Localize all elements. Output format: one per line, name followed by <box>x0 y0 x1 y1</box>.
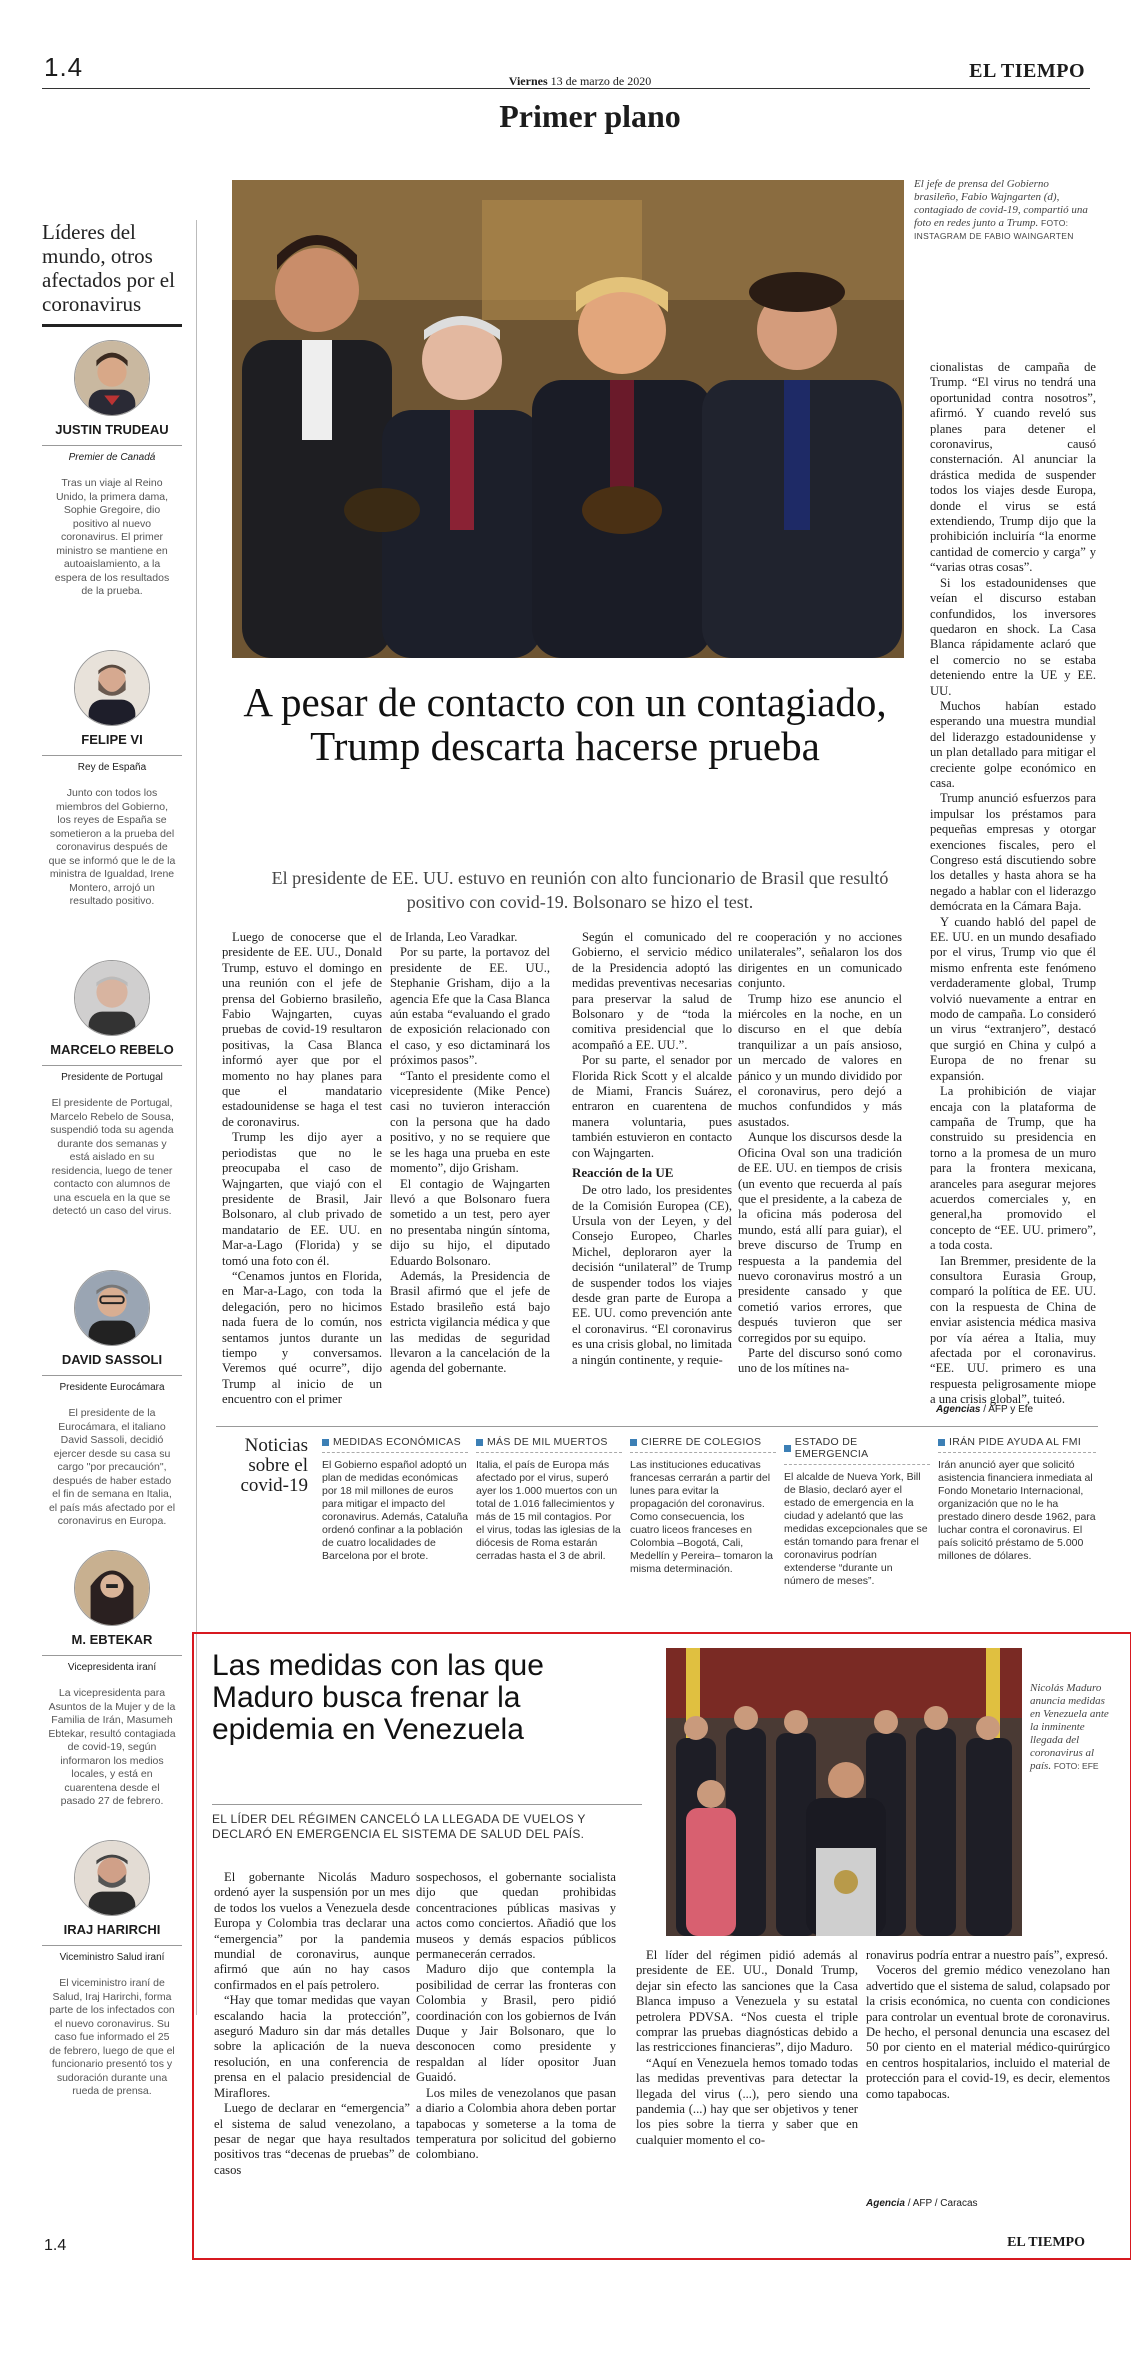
paragraph: Si los estadounidenses que veían el discurso estaban confundidos, los inversores quedaron en shock. La Casa Blanca rápidamente aclaró que el comercio no se estaba deteniendo entre la UE y EE. UU. <box>930 575 1096 698</box>
avatar <box>74 1550 150 1626</box>
sidebar-title-rule <box>42 324 182 327</box>
footer-brand: EL TIEMPO <box>1007 2235 1085 2250</box>
portrait-icon <box>75 650 149 726</box>
person-card <box>42 1550 182 1809</box>
news-brief-title: IRÁN PIDE AYUDA AL FMI <box>949 1436 1082 1448</box>
caption-text: Nicolás Maduro anuncia medidas en Venezuela ante la inminente llegada del coronavirus al país. <box>1030 1682 1109 1772</box>
portrait-icon <box>75 960 149 1036</box>
main-subhead: El presidente de EE. UU. estuvo en reunión con alto funcionario de Brasil que resultó positivo con covid-19. Bolsonaro se hizo el test. <box>271 868 889 912</box>
person-description: El presidente de Portugal, Marcelo Rebelo de Sousa, suspendió toda su agenda durante dos semanas y está aislado en su residencia, luego de tener contacto con alumnos de una escuela en la que se detectó un caso del virus. <box>50 1097 174 1217</box>
news-brief-header <box>938 1436 1096 1453</box>
person-description: El viceministro iraní de Salud, Iraj Harirchi, forma parte de los infectados con el nuevo coronavirus. Su caso fue informado el 25 de febrero, luego de que el funcionario presentó tos y sudoración durante una rueda de prensa. <box>49 1977 175 2097</box>
person-role: Vicepresidenta iraní <box>42 1655 182 1673</box>
person-card <box>42 1270 182 1529</box>
article-column-4 <box>738 930 902 1377</box>
article-column-2 <box>390 930 550 1377</box>
photo-caption <box>914 178 1092 243</box>
avatar <box>74 340 150 416</box>
venezuela-subhead-rule <box>212 1804 642 1805</box>
paragraph: Voceros del gremio médico venezolano han advertido que el sistema de salud, colapsado por la crisis económica, no cuenta con condiciones para controlar un eventual brote de coronavirus. De hecho, el personal denuncia una escasez del 50 por ciento en el material médico-quirúrgico en centros hospitalarios, incluido el material de protección para el covid-19, es decir, elementos como tapabocas. <box>866 1963 1110 2101</box>
news-brief-body: Italia, el país de Europa más afectado por el virus, superó ayer los 1.000 muertos con un total de 1.016 fallecimientos y más de 15 mil contagios. Por el virus, todas las iglesias de la diócesis de Roma estarán cerradas hasta el 3 de abril. <box>476 1459 621 1562</box>
agency-source: / AFP y Efe <box>983 1404 1034 1415</box>
news-brief-title: MÁS DE MIL MUERTOS <box>487 1436 608 1448</box>
news-brief <box>938 1436 1096 1563</box>
paragraph: Además, la Presidencia de Brasil afirmó que el jefe de Estado brasileño está bajo estricta vigilancia médica y que las medidas de seguridad llevaron a la cancelación de la agenda del gobernante. <box>390 1268 550 1376</box>
main-headline: A pesar de contacto con un contagiado, Trump descarta hacerse prueba <box>243 679 887 769</box>
news-brief <box>322 1436 468 1563</box>
news-brief-body: El alcalde de Nueva York, Bill de Blasio, declaró ayer el estado de emergencia en la ciudad y adelantó que las medidas excepcionales que se están tomando para frenar el coronavirus podrían extenderse “durante un número de meses”. <box>784 1471 928 1587</box>
news-brief-body: Las instituciones educativas francesas cerrarán a partir del lunes para evitar la propagación del coronavirus. Como consecuencia, los cuatro liceos franceses en Colombia –Bogotá, Cali, Medellín y Pereira– tomaron la misma determinación. <box>630 1459 773 1575</box>
photo-credit: FOTO: INSTAGRAM DE FABIO WAINGARTEN <box>914 218 1074 241</box>
subheading: Reacción de la UE <box>572 1165 674 1181</box>
paragraph: De otro lado, los presidentes de la Comisión Europea (CE), Ursula von der Leyen, y del Consejo Europeo, Charles Michel, deploraron ayer la decisión “unilateral” de Trump de suspender todos los viajes desde gran parte de Europa a EE. UU. como prevención ante el coronavirus. “El coronavirus es una crisis global, no limitada a ningún continente, y requie- <box>572 1183 732 1367</box>
paragraph: “Hay que tomar medidas que vayan escalando hacia la protección”, aseguró Maduro sin dar más detalles sobre la aplicación de la nueva resolución, en una conferencia de prensa en el palacio presidencial de Miraflores. <box>214 1993 410 2100</box>
venezuela-headline: Las medidas con las que Maduro busca frenar la epidemia en Venezuela <box>212 1649 544 1746</box>
group-photo-illustration <box>232 180 904 658</box>
person-name: M. EBTEKAR <box>71 1632 153 1647</box>
paragraph: sospechosos, el gobernante socialista dijo que quedan prohibidas concentraciones públicas masivas y actos como conciertos. Añadió que los museos y demás espacios públicos permanecerán cerrados. <box>416 1870 616 1962</box>
paragraph: cionalistas de campaña de Trump. “El virus no tendrá una oportunidad contra nosotros”, afirmó. Y cuando reveló sus planes para detener el coronavirus, causó consternación. Al anunciar la drástica medida de suspender todos los viajes desde Europa, donde el virus se está extendiendo, Trump dijo que la prohibición incluiría “la enorme cantidad de comercio y carga” y “varias otras cosas”. <box>930 360 1096 575</box>
person-name: MARCELO REBELO <box>50 1042 174 1057</box>
venezuela-column-4 <box>866 1948 1110 2102</box>
news-brief-header <box>784 1436 930 1465</box>
article-column-right <box>930 360 1096 1408</box>
paragraph: “Cenamos juntos en Florida, en Mar-a-Lago, con toda la delegación, pero no hicimos nada fuera de lo común, nos sentamos juntos durante un tiempo y conversamos. Veremos qué ocurre”, dijo Trump al inicio de un encuentro con el primer <box>222 1268 382 1407</box>
paragraph: “Aquí en Venezuela hemos tomado todas las medidas preventivas para detectar la llegada del virus (...), pero siendo una pandemia (...) hay que ser objetivos y tener los pies sobre la tierra y saber que en cualquier momento el co- <box>636 2055 858 2147</box>
news-brief <box>630 1436 776 1576</box>
portrait-icon <box>75 1550 149 1626</box>
square-bullet-icon <box>938 1439 945 1446</box>
avatar <box>74 1840 150 1916</box>
avatar <box>74 650 150 726</box>
agency-source: / AFP / Caracas <box>907 2198 978 2209</box>
news-brief-body: Irán anunció ayer que solicitó asistencia financiera inmediata al Fondo Monetario Internacional, organización que no le ha prestado dinero desde 1962, para luchar contra el coronavirus. El país solicitó préstamo de 5.000 millones de dólares. <box>938 1459 1096 1562</box>
paragraph: Trump hizo ese anuncio el miércoles en la noche, en un discurso en el que debía tranquilizar a un país ansioso, un mercado de valores en pánico y un mundo dividido por el coronavirus, pero dejó a muchos confundidos y más asustados. <box>738 991 902 1129</box>
person-role: Premier de Canadá <box>42 445 182 463</box>
paragraph: Ian Bremmer, presidente de la consultora Eurasia Group, comparó la política de EE. UU. con la respuesta de China de enviar asistencia médica masiva por vía aérea a Italia, muy afectada por el coronavirus. “EE. UU. primero es una respuesta peligrosamente miope a una crisis global”, tuiteó. <box>930 1253 1096 1407</box>
paragraph: Luego de conocerse que el presidente de EE. UU., Donald Trump, estuvo el domingo en una reunión con el jefe de prensa del Gobierno brasileño, Fabio Wajngarten, cuyas pruebas de covid-19 resultaron positivas, la Casa Blanca informó ayer que por el momento no hay planes para que el mandatario estadounidense se haga el test de coronavirus. <box>222 930 382 1129</box>
agency-label: Agencias <box>936 1404 981 1415</box>
news-brief <box>784 1436 930 1588</box>
paragraph: Luego de declarar en “emergencia” el sistema de salud venezolano, a pesar de negar que haya resultados positivos tras “decenas de pruebas” de casos <box>214 2101 410 2177</box>
news-brief-header <box>630 1436 776 1453</box>
person-name: DAVID SASSOLI <box>61 1352 163 1367</box>
person-card <box>42 1840 182 2099</box>
caption-text: El jefe de prensa del Gobierno brasileño, Fabio Wajngarten (d), contagiado de covid-19, compartió una foto en redes junto a Trump. <box>914 178 1088 229</box>
person-name: JUSTIN TRUDEAU <box>55 422 169 437</box>
venezuela-subhead: EL LÍDER DEL RÉGIMEN CANCELÓ LA LLEGADA DE VUELOS Y DECLARÓ EN EMERGENCIA EL SISTEMA DE SALUD DEL PAÍS. <box>212 1812 586 1841</box>
news-strip-divider <box>216 1426 1098 1427</box>
person-card <box>42 650 182 909</box>
paragraph: ronavirus podría entrar a nuestro país”, expresó. <box>866 1948 1108 1962</box>
section-title: Primer plano <box>499 98 681 134</box>
paragraph: “Tanto el presidente como el vicepresidente (Mike Pence) casi no tuvieron interacción con la persona que ha dado positivo, y no se requiere que se les haga una prueba en este momento”, dijo Grisham. <box>390 1068 550 1176</box>
paragraph: El contagio de Wajngarten llevó a que Bolsonaro fuera sometido a un test, pero ayer no presentaba ningún síntoma, dijo su hijo, el diputado Eduardo Bolsonaro. <box>390 1176 550 1268</box>
news-brief-title: MEDIDAS ECONÓMICAS <box>333 1436 461 1448</box>
paragraph: Trump anunció esfuerzos para impulsar los préstamos para pequeñas empresas y otorgar exenciones fiscales, pero el Congreso está discutiendo sobre los detalles y hasta ahora se ha negado a hablar con el liderazgo demócrata en la Cámara Baja. <box>930 791 1096 914</box>
news-strip-title: Noticias sobre el covid-19 <box>240 1435 308 1496</box>
person-name: FELIPE VI <box>81 732 143 747</box>
person-role: Viceministro Salud iraní <box>42 1945 182 1963</box>
person-description: La vicepresidenta para Asuntos de la Mujer y de la Familia de Irán, Masumeh Ebtekar, resultó contagiada de covid-19, según informaron los medios locales, y está en cuarentena desde el pasado 27 de febrero. <box>48 1687 176 1807</box>
paragraph: El gobernante Nicolás Maduro ordenó ayer la suspensión por un mes de todos los vuelos a Venezuela desde Europa y Colombia tras declarar una “emergencia” por la pandemia mundial de coronavirus, aunque afirmó que aún no hay casos confirmados en el país petrolero. <box>214 1870 410 1992</box>
news-brief-body: El Gobierno español adoptó un plan de medidas económicas por 18 mil millones de euros para mitigar el impacto del coronavirus. Además, Cataluña ordenó confinar a la población de cuatro localidades de Barcelona por el brote. <box>322 1459 468 1562</box>
paragraph: Maduro dijo que contempla la posibilidad de cerrar las fronteras con Colombia y Brasil, pero pidió coordinación con los gobiernos de Iván Duque y Jair Bolsonaro, que lo desconocen como presidente y respaldan al líder opositor Juan Guaidó. <box>416 1962 616 2085</box>
agency-credit <box>936 1404 1096 1415</box>
avatar <box>74 1270 150 1346</box>
paragraph: Muchos habían estado esperando una muestra mundial del liderazgo estadounidense y un plan detallado para mitigar el creciente golpe económico en casa. <box>930 698 1096 790</box>
dateline <box>430 74 730 89</box>
venezuela-column-3 <box>636 1948 858 2148</box>
person-role: Rey de España <box>42 755 182 773</box>
square-bullet-icon <box>322 1439 329 1446</box>
venezuela-photo <box>666 1648 1022 1936</box>
article-column-1 <box>222 930 382 1408</box>
person-role: Presidente Eurocámara <box>42 1375 182 1393</box>
paragraph: Y cuando habló del papel de EE. UU. en un mundo desafiado por el virus, Trump vio que él mismo enfrenta este fenómeno verdaderamente global, Trump volvió nuevamente a entrar en modo de campaña. Lo consideró un virus “extranjero”, destacó que surgió en China y culpó a Europa de no frenar su expansión. <box>930 914 1096 1083</box>
paragraph: Trump les dijo ayer a periodistas que no le preocupaba el caso de Wajngarten, que viajó con el presidente de Brasil, Jair Bolsonaro, al club privado de mandatario de EE. UU. en Mar-a-Lago (Florida) y se tomó una foto con él. <box>222 1130 382 1268</box>
person-card <box>42 960 182 1219</box>
venezuela-photo-caption <box>1030 1682 1112 1773</box>
paragraph: El líder del régimen pidió además al presidente de EE. UU., Donald Trump, dejar sin efecto las sanciones que la Casa Blanca impuso a Venezuela y su estatal petrolera PDVSA. “Nos cuesta el triple comprar las pruebas diagnósticas debido a las restricciones financieras”, dijo Maduro. <box>636 1948 858 2055</box>
page-number: 1.4 <box>44 52 84 82</box>
header-divider <box>42 88 1090 89</box>
square-bullet-icon <box>784 1445 791 1452</box>
paragraph: Por su parte, el senador por Florida Rick Scott y el alcalde de Miami, Francis Suárez, entraron en cuarentena de manera voluntaria, pues también estuvieron en contacto con Wajngarten. <box>572 1053 732 1160</box>
article-column-3 <box>572 930 732 1368</box>
paragraph: Por su parte, la portavoz del presidente de EE. UU., Stephanie Grisham, dijo a la agencia Efe que la Casa Blanca aún estaba “evaluando el grado de exposición relacionado con el caso, y eso dictaminará los próximos pasos”. <box>390 945 550 1068</box>
person-name: IRAJ HARIRCHI <box>63 1922 161 1937</box>
square-bullet-icon <box>476 1439 483 1446</box>
portrait-icon <box>75 1840 149 1916</box>
news-brief-title: CIERRE DE COLEGIOS <box>641 1436 762 1448</box>
paragraph: re cooperación y no acciones unilaterales”, señalaron los dos dirigentes en un comunicado conjunto. <box>738 930 902 991</box>
photo-credit: FOTO: EFE <box>1053 1761 1099 1771</box>
agency-credit <box>866 2198 1110 2209</box>
sidebar <box>42 220 182 2097</box>
person-card <box>42 340 182 599</box>
date-weekday: Viernes <box>508 74 548 88</box>
portrait-icon <box>75 340 149 416</box>
news-brief-header <box>322 1436 468 1453</box>
paragraph: La prohibición de viajar encaja con la plataforma de campaña de Trump, que ha construido su presidencia en torno a la promesa de un muro para la frontera mexicana, aranceles para asegurar mejores acuerdos comerciales y, en general,ha promovido el concepto de “EE. UU. primero”, a toda costa. <box>930 1084 1096 1253</box>
person-role: Presidente de Portugal <box>42 1065 182 1083</box>
sidebar-title: Líderes del mundo, otros afectados por el coronavirus <box>42 220 175 316</box>
paragraph: Según el comunicado del Gobierno, el servicio médico de la Presidencia adoptó las medidas preventivas necesarias para preservar la salud de Bolsonaro y de “toda la comitiva presidencial que lo acompañó a EE. UU.”. <box>572 930 732 1052</box>
paragraph: Aunque los discursos desde la Oficina Oval son una tradición de EE. UU. en tiempos de crisis (un evento que recuerda al país que el presidente, a la cabeza de la oficina más poderosa del mundo, está allí para guiar), el breve discurso de Trump en respuesta a la pandemia del nuevo coronavirus mostró a un presidente cansado y que cometió varios errores, que después tuvieron que ser corregidos por su equipo. <box>738 1130 902 1345</box>
venezuela-column-1 <box>214 1870 410 2178</box>
paragraph: Los miles de venezolanos que pasan a diario a Colombia ahora deben portar tapabocas y someterse a la toma de temperatura por solicitud del gobierno colombiano. <box>416 2085 616 2162</box>
footer-page-number: 1.4 <box>44 2237 67 2254</box>
press-conference-illustration <box>666 1648 1022 1936</box>
news-brief-header <box>476 1436 622 1453</box>
paragraph: de Irlanda, Leo Varadkar. <box>390 930 518 944</box>
portrait-icon <box>75 1270 149 1346</box>
avatar <box>74 960 150 1036</box>
newspaper-brand: EL TIEMPO <box>969 60 1085 82</box>
person-description: El presidente de la Eurocámara, el italiano David Sassoli, decidió ejercer desde su casa su cargo "por precaución", después de haber estado el fin de semana en Italia, el país más afectado por el coronavirus en Europa. <box>48 1407 176 1527</box>
paragraph: Parte del discurso sonó como uno de los mítines na- <box>738 1345 902 1376</box>
agency-label: Agencia <box>866 2198 905 2209</box>
square-bullet-icon <box>630 1439 637 1446</box>
news-brief-title: ESTADO DE EMERGENCIA <box>794 1436 869 1460</box>
main-photo <box>232 180 904 658</box>
person-description: Tras un viaje al Reino Unido, la primera dama, Sophie Gregoire, dio positivo al nuevo coronavirus. El primer ministro se mantiene en autoaislamiento, a la espera de los resultados de la prueba. <box>54 477 170 597</box>
person-description: Junto con todos los miembros del Gobierno, los reyes de España se sometieron a la prueba del coronavirus después de que se informó que le de la ministra de Igualdad, Irene Montero, arrojó un resultado positivo. <box>48 787 176 907</box>
date-rest: 13 de marzo de 2020 <box>550 74 652 88</box>
venezuela-column-2 <box>416 1870 616 2163</box>
news-brief <box>476 1436 622 1563</box>
